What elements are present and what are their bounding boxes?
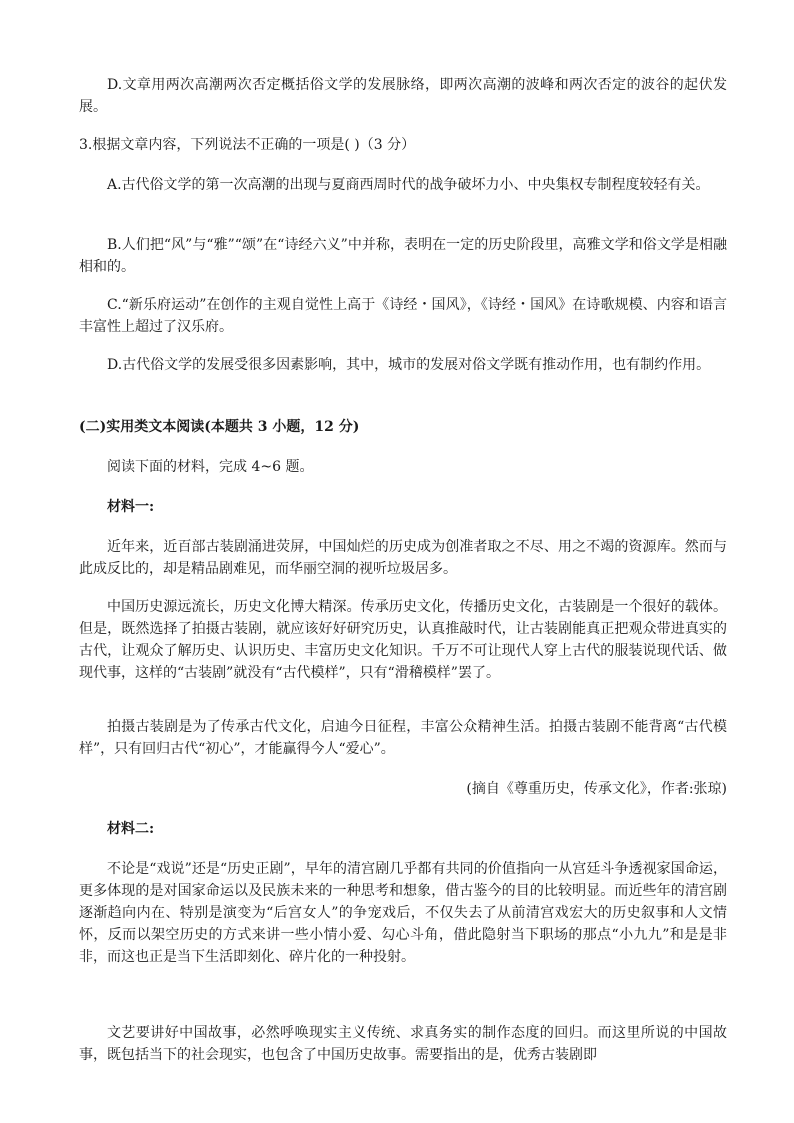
material1-paragraph: 近年来，近百部古装剧涌进荧屏，中国灿烂的历史成为创准者取之不尽、用之不竭的资源库。然而与此成反比的，却是精品剧难见，而华丽空洞的视听垃圾居多。 xyxy=(79,539,727,577)
section-instruction: 阅读下面的材料，完成 4~6 题。 xyxy=(107,459,314,475)
q3-option-d: D.古代俗文学的发展受很多因素影响，其中，城市的发展对俗文学既有推动作用，也有制约作用。 xyxy=(107,357,711,373)
q2-option-d: D.文章用两次高潮两次否定概括俗文学的发展脉络，即两次高潮的波峰和两次否定的波谷的起伏发展。 xyxy=(79,77,727,115)
material1-source: (摘自《尊重历史，传承文化》，作者:张琼) xyxy=(466,781,727,797)
material2-heading: 材料二: xyxy=(107,821,155,837)
material1-paragraph: 拍摄古装剧是为了传承古代文化，启迪今日征程，丰富公众精神生活。拍摄古装剧不能背离“古代模样”，只有回归古代“初心”，才能赢得今人“爱心”。 xyxy=(79,719,727,757)
material2-paragraph: 不论是“戏说”还是“历史正剧”，早年的清宫剧几乎都有共同的价值指向一从宫廷斗争透视家国命运，更多体现的是对国家命运以及民族未来的一种思考和想象，借古鉴今的目的比较明显。而近些年的清宫剧逐渐趋向内在、特别是演变为“后宫女人”的争宠戏后，不仅失去了从前清宫戏宏大的历史叙事和人文情怀，反而以架空历史的方式来讲一些小情小爱、勾心斗角，借此隐射当下职场的那点“小九九”和是是非非，而这也正是当下生活即刻化、碎片化的一种投射。 xyxy=(79,861,727,965)
material2-paragraph: 文艺要讲好中国故事，必然呼唤现实主义传统、求真务实的制作态度的回归。而这里所说的中国故事，既包括当下的社会现实，也包含了中国历史故事。需要指出的是，优秀古装剧即 xyxy=(79,1025,727,1063)
q3-option-a: A.古代俗文学的第一次高潮的出现与夏商西周时代的战争破坏力小、中央集权专制程度较轻有关。 xyxy=(107,177,710,193)
q3-option-b: B.人们把“风”与“雅”“颂”在“诗经六义”中并称，表明在一定的历史阶段里，高雅文学和俗文学是相融相和的。 xyxy=(79,237,727,275)
q3-stem: 3.根据文章内容，下列说法不正确的一项是( )（3 分） xyxy=(79,137,416,153)
q3-option-c: C.“新乐府运动”在创作的主观自觉性上高于《诗经・国风》，《诗经・国风》在诗歌规模、内容和语言丰富性上超过了汉乐府。 xyxy=(79,297,727,335)
material1-heading: 材料一: xyxy=(107,499,155,515)
material1-paragraph: 中国历史源远流长，历史文化博大精深。传承历史文化，传播历史文化，古装剧是一个很好的载体。但是，既然选择了拍摄古装剧，就应该好好研究历史，认真推敲时代，让古装剧能真正把观众带进真实的古代，让观众了解历史、认识历史、丰富历史文化知识。千万不可让现代人穿上古代的服装说现代话、做现代事，这样的“古装剧”就没有“古代模样”，只有“滑稽模样”罢了。 xyxy=(79,599,727,681)
section-title: (二)实用类文本阅读(本题共 3 小题，12 分) xyxy=(79,419,360,435)
